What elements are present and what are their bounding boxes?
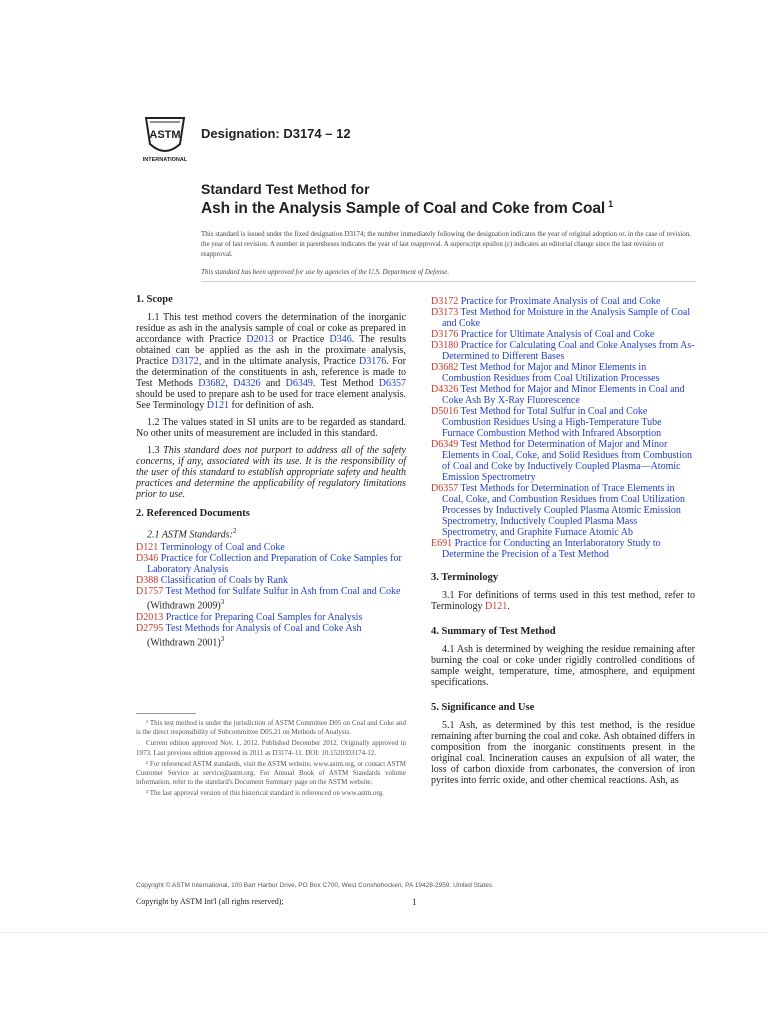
- text: for definition of ash.: [229, 400, 314, 411]
- reference-title-link[interactable]: Practice for Conducting an Interlaboratory Study to Determine the Precision of a Test Method: [442, 538, 661, 560]
- text: and: [260, 378, 286, 389]
- copyright-by: Copyright by ASTM Int'l (all rights reserved);: [136, 897, 284, 906]
- reference-item: [136, 553, 406, 575]
- designation: Designation: D3174 – 12: [201, 126, 351, 141]
- reference-title-link[interactable]: Test Methods for Analysis of Coal and Coke Ash: [163, 622, 362, 634]
- text: should be used to prepare ash to be used for trace element analysis. See Terminology: [136, 389, 406, 411]
- text: or Practice: [273, 334, 330, 345]
- reference-item: [431, 406, 695, 439]
- link-d4326[interactable]: D4326: [233, 378, 261, 389]
- title-line-2: [201, 199, 613, 218]
- footnotes: [136, 719, 406, 801]
- logo-subtext: INTERNATIONAL: [142, 157, 188, 163]
- paragraph-1-3: [136, 445, 406, 500]
- reference-code-link[interactable]: D3176: [431, 329, 459, 340]
- footnote-mark: 3: [220, 634, 225, 643]
- page-bottom-divider: [0, 932, 768, 933]
- footnote-1b: Current edition approved Nov. 1, 2012. Published December 2012. Originally approved in 1973. Last previous edition approved in 2011 as D3174–11. DOI: 10.1520/D3174-12.: [136, 739, 406, 757]
- reference-code-link[interactable]: D3172: [431, 296, 459, 307]
- link-d3176[interactable]: D3176: [359, 356, 387, 367]
- reference-title-link[interactable]: Test Method for Sulfate Sulfur in Ash from Coal and Coke: [163, 586, 401, 598]
- text: .: [507, 601, 510, 612]
- reference-code-link[interactable]: D2013: [136, 611, 164, 623]
- section-heading-summary: 4. Summary of Test Method: [431, 626, 556, 637]
- reference-code-link[interactable]: D3180: [431, 340, 459, 351]
- footnote-2: ² For referenced ASTM standards, visit the ASTM website, www.astm.org, or contact ASTM Customer Service at service@astm.org. For Annual Book of ASTM Standards volume information, refer to the standard's Document Summary page on the ASTM website.: [136, 759, 406, 787]
- paragraph-4-1: 4.1 Ash is determined by weighing the residue remaining after burning the coal or coke under rigidly controlled conditions of sample weight, temperature, time, atmosphere, and equipment specifications.: [431, 644, 695, 688]
- reference-item: [136, 542, 406, 553]
- reference-item: [431, 483, 695, 538]
- reference-title-link[interactable]: Test Methods for Determination of Trace Elements in Coal, Coke, and Combustion Residues from Coal Utilization Processes by Inductively Coupled Plasma Atomic Emission Spectrometry, Inductively Coupled Plasma Mass Spectrometry, and Graphite Furnace Atomic Ab: [442, 483, 686, 538]
- section-heading-significance: 5. Significance and Use: [431, 702, 535, 713]
- paragraph-number: 1.3: [147, 445, 164, 456]
- astm-logo-icon: [136, 114, 194, 164]
- section-heading-referenced: 2. Referenced Documents: [136, 508, 250, 519]
- reference-item: [136, 586, 406, 611]
- reference-title-link[interactable]: Practice for Ultimate Analysis of Coal and Coke: [458, 329, 655, 340]
- reference-code-link[interactable]: D6357: [431, 483, 459, 494]
- link-d6357[interactable]: D6357: [378, 378, 406, 389]
- reference-title-link[interactable]: Practice for Preparing Coal Samples for Analysis: [163, 611, 363, 623]
- reference-code-link[interactable]: E691: [431, 538, 453, 549]
- reference-title-link[interactable]: Test Method for Major and Minor Elements in Coal and Coke Ash By X-Ray Fluorescence: [442, 384, 685, 406]
- reference-list-right: [431, 296, 695, 560]
- withdrawn-note: (Withdrawn 2001): [147, 636, 221, 648]
- reference-list-left: [136, 542, 406, 648]
- logo-text: ASTM: [149, 129, 181, 141]
- section-heading-scope: 1. Scope: [136, 294, 173, 305]
- issuance-notice: This standard is issued under the fixed designation D3174; the number immediately following the designation indicates the year of original adoption or, in the case of revision, the year of last revision. A number in parentheses indicates the year of last reapproval. A superscript epsilon (ε) indicates an editorial change since the last revision or reapproval.: [201, 230, 691, 258]
- link-d3172[interactable]: D3172: [171, 356, 199, 367]
- reference-title-link[interactable]: Test Method for Determination of Major and Minor Elements in Coal, Coke, and Solid Residues from Combustion of Coal and Coke by Inductively Coupled Plasma—Atomic Emission Spectrometry: [442, 439, 692, 483]
- paragraph-1-1: [136, 312, 406, 411]
- reference-code-link[interactable]: D6349: [431, 439, 459, 450]
- reference-title-link[interactable]: Test Method for Total Sulfur in Coal and Coke Combustion Residues Using a High-Temperature Tube Furnace Combustion Method with Infrared Absorption: [442, 406, 662, 439]
- paragraph-3-1: [431, 590, 695, 612]
- reference-title-link[interactable]: Practice for Calculating Coal and Coke Analyses from As-Determined to Different Bases: [442, 340, 695, 362]
- text: 3.1 For definitions of terms used in this test method, refer to Terminology: [431, 590, 695, 612]
- reference-item: [431, 329, 695, 340]
- link-d346[interactable]: D346: [329, 334, 352, 345]
- reference-title-link[interactable]: Test Method for Moisture in the Analysis Sample of Coal and Coke: [442, 307, 691, 329]
- reference-code-link[interactable]: D4326: [431, 384, 459, 395]
- text: , and in the ultimate analysis, Practice: [198, 356, 359, 367]
- reference-item: [431, 362, 695, 384]
- title-line-1: Standard Test Method for: [201, 181, 370, 197]
- title-footnote-mark: 1: [608, 199, 614, 209]
- reference-item: [431, 307, 695, 329]
- safety-statement: This standard does not purport to address all of the safety concerns, if any, associated with its use. It is the responsibility of the user of this standard to establish appropriate safety and health practices and determine the applicability of regulatory limitations prior to use.: [136, 445, 406, 500]
- reference-code-link[interactable]: D5016: [431, 406, 459, 417]
- intro-text: 2.1 ASTM Standards:: [147, 529, 233, 541]
- reference-item: [431, 296, 695, 307]
- section-heading-terminology: 3. Terminology: [431, 572, 499, 583]
- right-column: [431, 296, 695, 792]
- link-d2013[interactable]: D2013: [246, 334, 274, 345]
- link-d6349[interactable]: D6349: [285, 378, 313, 389]
- reference-title-link[interactable]: Practice for Collection and Preparation of Coke Samples for Laboratory Analysis: [147, 553, 402, 576]
- reference-code-link[interactable]: D2795: [136, 622, 164, 634]
- reference-title-link[interactable]: Classification of Coals by Rank: [158, 575, 288, 587]
- footnote-3: ³ The last approval version of this historical standard is referenced on www.astm.org.: [146, 789, 384, 798]
- text: . For the determination of the constituents in ash, reference is made to Test Methods: [136, 356, 406, 389]
- text: . The results obtained can be applied as the ash in the proximate analysis, Practice: [136, 334, 406, 367]
- header-divider: [201, 281, 696, 282]
- reference-item: [431, 384, 695, 406]
- paragraph-5-1: 5.1 Ash, as determined by this test method, is the residue remaining after burning the coal and coke. Ash obtained differs in composition from the inorganic constituents present in the original coal. Incineration causes an expulsion of all water, the loss of carbon dioxide from carbonates, the conversion of iron pyrites into ferric oxide, and other chemical reactions. Ash, as: [431, 720, 695, 786]
- footnote-divider: [136, 713, 196, 714]
- text: 1.1 This test method covers the determination of the inorganic residue as ash in the analysis sample of coal or coke as prepared in accordance with Practice: [136, 312, 406, 345]
- reference-title-link[interactable]: Terminology of Coal and Coke: [158, 542, 285, 554]
- reference-code-link[interactable]: D388: [136, 575, 159, 587]
- left-column: [136, 294, 406, 648]
- title-text: Ash in the Analysis Sample of Coal and Coke from Coal: [201, 200, 606, 217]
- reference-item: [136, 612, 406, 623]
- reference-code-link[interactable]: D3173: [431, 307, 459, 318]
- copyright-notice: Copyright © ASTM International, 100 Barr Harbor Drive, PO Box C700, West Conshohocken, PA 19428-2959. United States: [136, 882, 493, 889]
- dod-notice: This standard has been approved for use by agencies of the U.S. Department of Defense.: [201, 268, 450, 276]
- link-d121-terminology[interactable]: D121: [485, 601, 508, 612]
- footnote-1: ¹ This test method is under the jurisdiction of ASTM Committee D05 on Coal and Coke and is the direct responsibility of Subcommittee D05.21 on Methods of Analysis.: [136, 719, 406, 737]
- reference-title-link[interactable]: Practice for Proximate Analysis of Coal and Coke: [458, 296, 661, 307]
- reference-title-link[interactable]: Test Method for Major and Minor Elements in Combustion Residues from Coal Utilization Processes: [442, 362, 660, 384]
- text: ,: [225, 378, 234, 389]
- link-d3682[interactable]: D3682: [198, 378, 226, 389]
- withdrawn-note: (Withdrawn 2009): [147, 600, 221, 612]
- reference-code-link[interactable]: D346: [136, 553, 159, 565]
- text: . Test Method: [312, 378, 379, 389]
- footnote-mark: 2: [232, 527, 237, 535]
- reference-item: [431, 439, 695, 483]
- reference-item: [431, 538, 695, 560]
- reference-code-link[interactable]: D1757: [136, 586, 164, 598]
- reference-code-link[interactable]: D3682: [431, 362, 459, 373]
- paragraph-1-2: 1.2 The values stated in SI units are to be regarded as standard. No other units of measurement are included in this standard.: [136, 417, 406, 439]
- astm-standards-intro: [136, 526, 406, 540]
- page-number: 1: [412, 897, 417, 907]
- reference-item: [136, 575, 406, 586]
- footnote-mark: 3: [220, 598, 225, 607]
- reference-item: [431, 340, 695, 362]
- link-d121[interactable]: D121: [206, 400, 230, 411]
- reference-code-link[interactable]: D121: [136, 542, 159, 554]
- reference-item: [136, 623, 406, 648]
